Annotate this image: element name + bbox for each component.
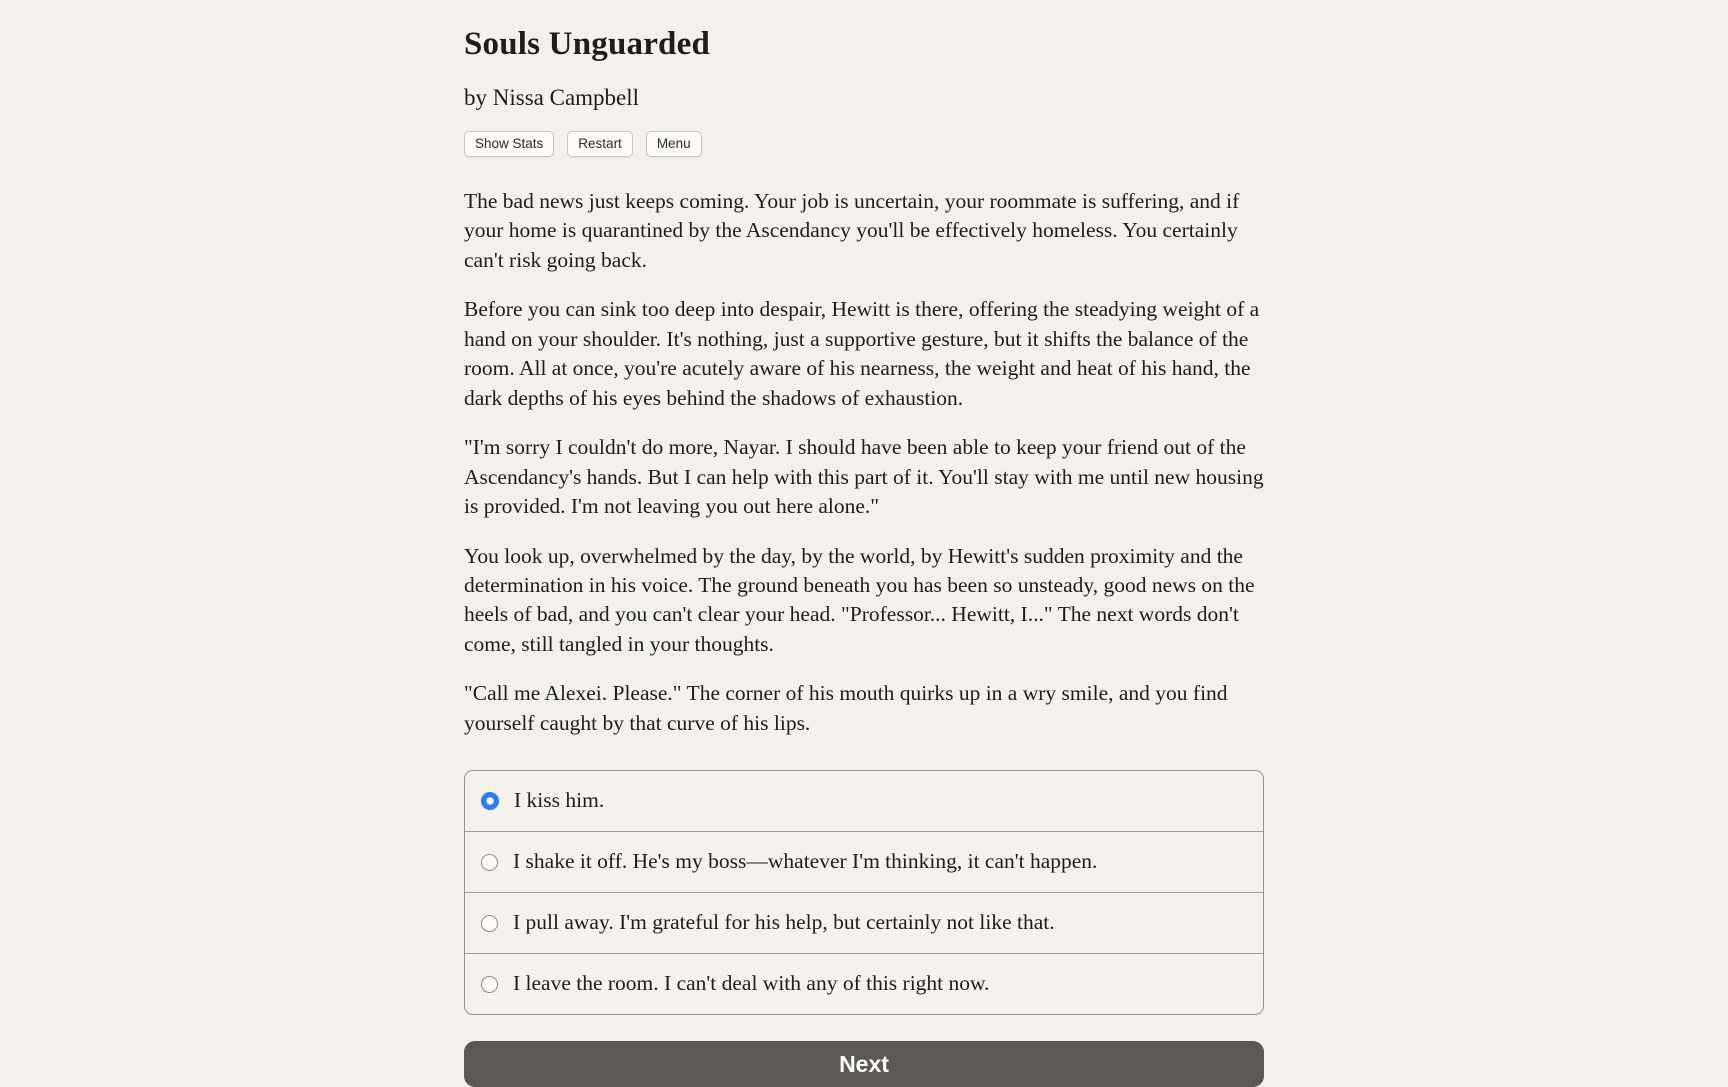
- choice-option-pull-away[interactable]: [465, 893, 1263, 954]
- story-paragraph: Before you can sink too deep into despair, Hewitt is there, offering the steadying weight of a hand on your shoulder. It's nothing, just a supportive gesture, but it shifts the balance of the room. All at once, you're acutely aware of his nearness, the weight and heat of his hand, the dark depths of his eyes behind the shadows of exhaustion.: [464, 297, 1260, 410]
- menu-button[interactable]: Menu: [646, 131, 702, 157]
- choice-list: [464, 770, 1264, 1015]
- radio-button-icon[interactable]: [481, 976, 498, 993]
- next-button[interactable]: Next: [464, 1041, 1264, 1087]
- toolbar: [464, 131, 1264, 157]
- show-stats-button[interactable]: Show Stats: [464, 131, 554, 157]
- author-byline: by Nissa Campbell: [464, 85, 640, 110]
- radio-button-icon[interactable]: [481, 915, 498, 932]
- restart-button[interactable]: Restart: [567, 131, 633, 157]
- choice-option-leave-room[interactable]: [465, 954, 1263, 1014]
- choice-option-shake-it-off[interactable]: [465, 832, 1263, 893]
- radio-button-icon[interactable]: [481, 792, 499, 810]
- choice-label: I kiss him.: [514, 788, 605, 813]
- story-paragraph: "Call me Alexei. Please." The corner of his mouth quirks up in a wry smile, and you find yourself caught by that curve of his lips.: [464, 681, 1228, 735]
- story-text: [464, 187, 1264, 738]
- story-paragraph: You look up, overwhelmed by the day, by the world, by Hewitt's sudden proximity and the determination in his voice. The ground beneath you has been so unsteady, good news on the heels of bad, and you can't clear your head. "Professor... Hewitt, I..." The next words don't come, still tangled in your thoughts.: [464, 543, 1255, 656]
- choice-label: I shake it off. He's my boss—whatever I'm thinking, it can't happen.: [513, 849, 1098, 874]
- radio-button-icon[interactable]: [481, 854, 498, 871]
- game-page: [464, 0, 1264, 1087]
- choice-option-kiss[interactable]: [465, 771, 1263, 832]
- story-paragraph: The bad news just keeps coming. Your job is uncertain, your roommate is suffering, and if your home is quarantined by the Ascendancy you'll be effectively homeless. You certainly can't risk going back.: [464, 189, 1240, 272]
- story-paragraph: "I'm sorry I couldn't do more, Nayar. I should have been able to keep your friend out of the Ascendancy's hands. But I can help with this part of it. You'll stay with me until new housing is provided. I'm not leaving you out here alone.": [464, 435, 1264, 519]
- choice-label: I leave the room. I can't deal with any of this right now.: [513, 971, 990, 996]
- choice-label: I pull away. I'm grateful for his help, but certainly not like that.: [513, 910, 1055, 935]
- page-title: Souls Unguarded: [464, 26, 711, 62]
